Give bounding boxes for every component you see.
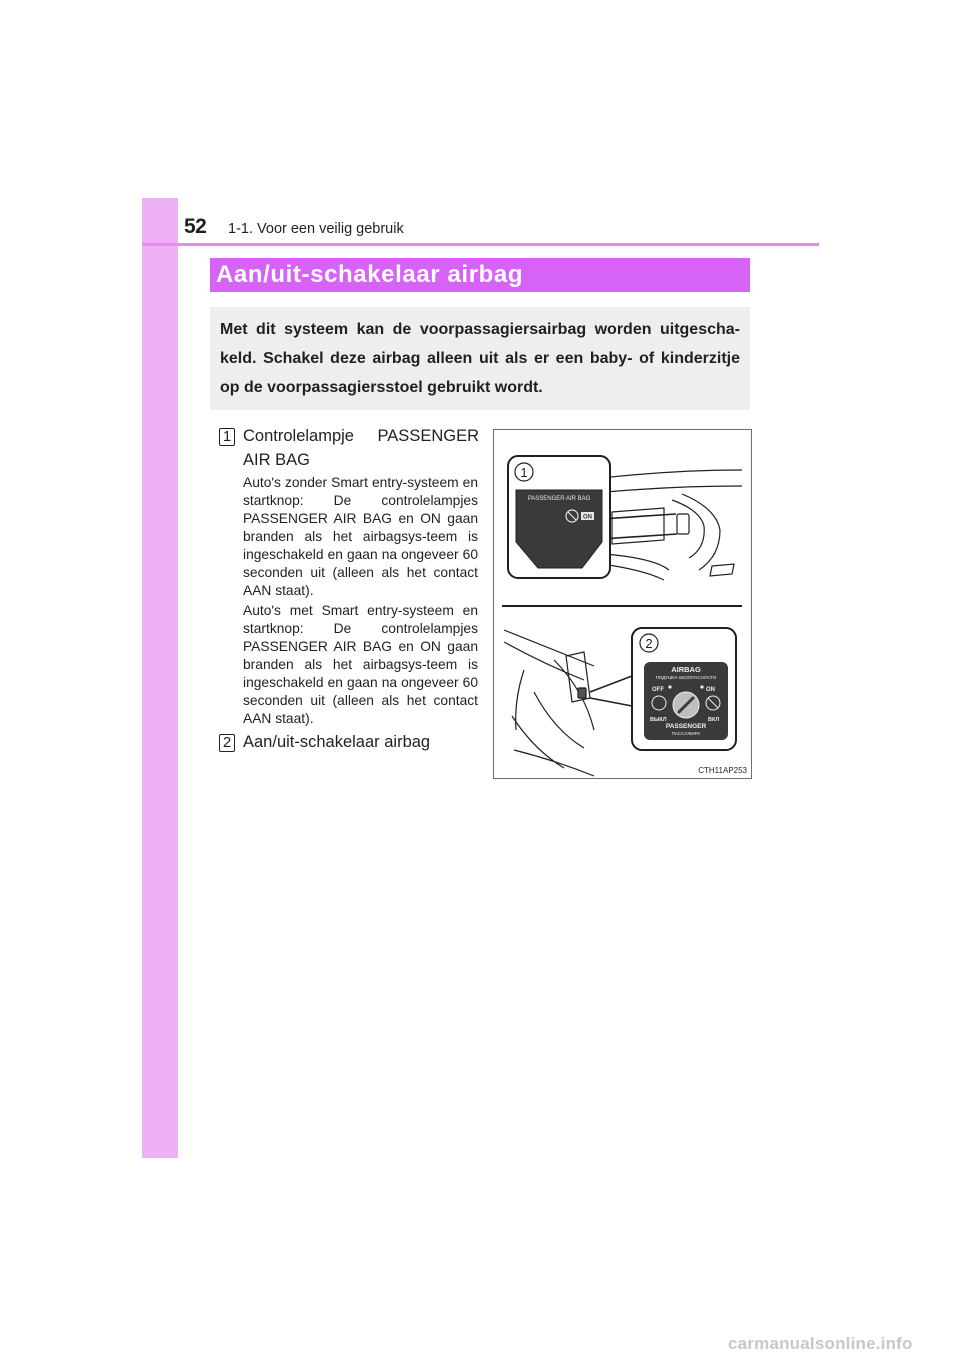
indicator-label: PASSENGER AIR BAG: [527, 496, 591, 502]
item-1-title: Controlelampje PASSENGER AIR BAG: [243, 427, 479, 469]
callout-1: 1: [520, 465, 528, 480]
item-1-paragraph-1: Auto's zonder Smart entry-systeem en startknop: De controlelampjes PASSENGER AIR BAG en ON gaan branden als het airbagsys-teem is ingeschakeld en gaan na ongeveer 60 seconden uit (alleen als het contact AAN staat).: [243, 475, 478, 598]
switch-on-ru: ВКЛ: [708, 717, 720, 723]
header-rule: [142, 243, 819, 246]
switch-passenger-ru: ПАССАЖИРА: [671, 731, 701, 736]
switch-on-label: ON: [706, 687, 715, 693]
intro-text: Met dit systeem kan de voorpassagiersairbag worden uitgescha-keld. Schakel deze airbag alleen uit als er een baby- of kinderzitje op de voorpassagiersstoel gebruikt wordt.: [220, 321, 740, 396]
item-2-number: 2: [219, 734, 235, 752]
intro-box: [210, 307, 750, 410]
callout-2: 2: [645, 636, 653, 651]
page-title: Aan/uit-schakelaar airbag: [216, 261, 524, 288]
airbag-figure: [493, 429, 752, 779]
title-bar: [210, 258, 750, 292]
airbag-illustration: [494, 430, 751, 778]
switch-off-label: OFF: [652, 687, 664, 693]
item-1-paragraph-2: Auto's met Smart entry-systeem en startknop: De controlelampjes PASSENGER AIR BAG en ON gaan branden als het airbagsys-teem is ingeschakeld en gaan na ongeveer 60 seconden uit (alleen als het contact AAN staat).: [243, 603, 478, 726]
switch-off-ru: ВЫКЛ: [650, 717, 667, 723]
page-number: 52: [184, 215, 207, 238]
item-2-title: Aan/uit-schakelaar airbag: [243, 733, 431, 751]
switch-passenger: PASSENGER: [665, 723, 707, 730]
figure-code: CTH11AP253: [698, 766, 747, 775]
switch-title: AIRBAG: [671, 665, 701, 674]
section-path: 1-1. Voor een veilig gebruik: [228, 221, 404, 237]
item-1-number: 1: [219, 428, 235, 446]
sidebar-tab: [142, 198, 178, 1158]
indicator-on: ON: [583, 514, 592, 521]
watermark: carmanualsonline.info: [728, 1334, 913, 1353]
switch-title-ru: ПОДУШКА БЕЗОПАСНОСТИ: [655, 675, 717, 680]
